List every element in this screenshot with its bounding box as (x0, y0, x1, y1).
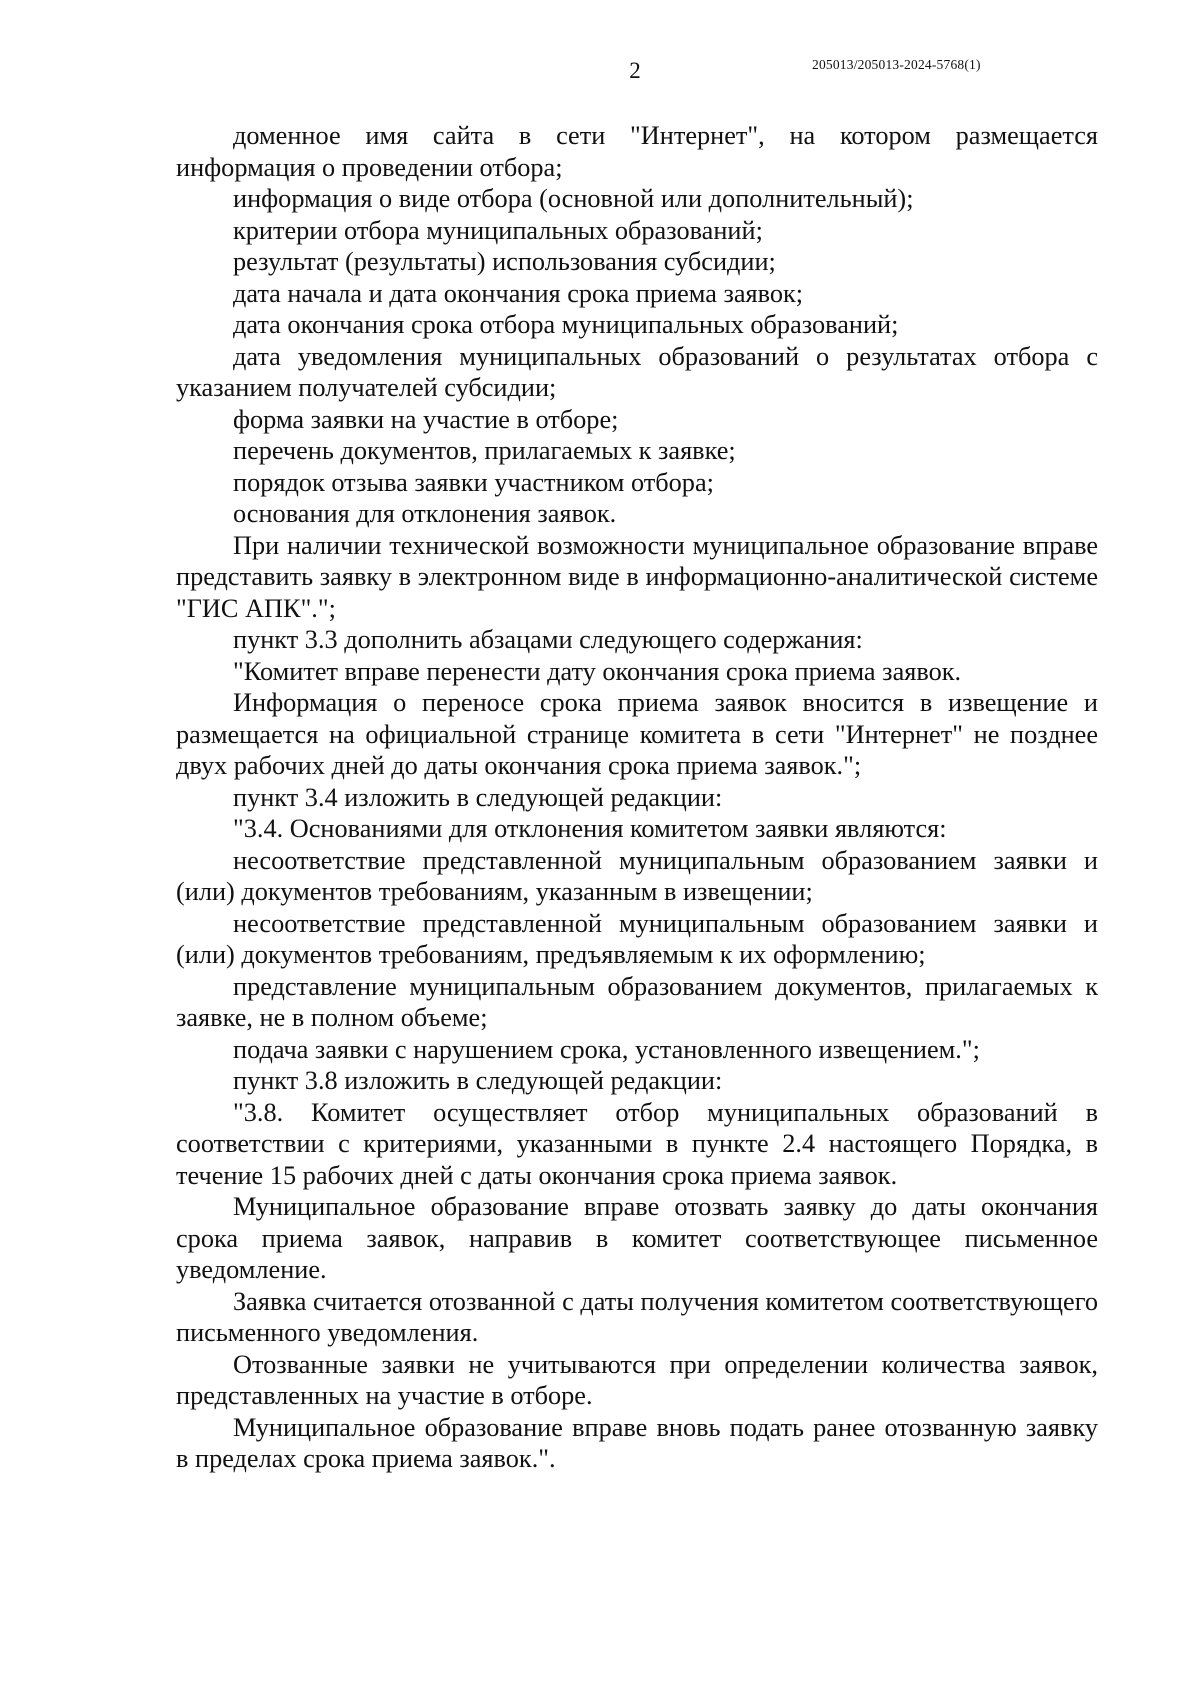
paragraph-postpone-information: Информация о переносе срока приема заявок вносится в извещение и размещается на официальной странице комитета в сети "Интернет" не позднее двух рабочих дней до даты окончания срока приема заявок."; (176, 688, 1098, 780)
paragraph-noncompliance-formatting: несоответствие представленной муниципальным образованием заявки и (или) документов требованиям, предъявляемым к их оформлению; (176, 908, 1098, 969)
paragraph-clause-3-8: пункт 3.8 изложить в следующей редакции: (233, 1066, 723, 1095)
document-body (176, 120, 1098, 1475)
paragraph-domain-name: доменное имя сайта в сети "Интернет", на котором размещается информация о проведении отбора; (176, 121, 1098, 182)
paragraph-withdraw-right: Муниципальное образование вправе отозвать заявку до даты окончания срока приема заявок, направив в комитет соответствующее письменное уведомление. (176, 1192, 1098, 1284)
paragraph-withdrawn-date: Заявка считается отозванной с даты получения комитетом соответствующего письменного уведомления. (176, 1286, 1098, 1347)
paragraph-application-form: форма заявки на участие в отборе; (233, 404, 619, 434)
paragraph-selection-type: информация о виде отбора (основной или дополнительный); (233, 184, 914, 213)
paragraph-selection-end-date: дата окончания срока отбора муниципальных образований; (233, 310, 899, 339)
page-number: 2 (629, 58, 641, 83)
paragraph-incomplete-documents: представление муниципальным образованием документов, прилагаемых к заявке, не в полном объеме; (176, 971, 1098, 1032)
paragraph-withdrawn-not-counted: Отозванные заявки не учитываются при определении количества заявок, представленных на участие в отборе. (176, 1349, 1098, 1410)
paragraph-3-4-grounds: "3.4. Основаниями для отклонения комитетом заявки являются: (233, 814, 947, 843)
paragraph-3-8-selection: "3.8. Комитет осуществляет отбор муниципальных образований в соответствии с критериями, указанными в пункте 2.4 настоящего Порядка, в течение 15 рабочих дней с даты окончания срока приема заявок. (176, 1097, 1098, 1190)
paragraph-application-dates: дата начала и дата окончания срока приема заявок; (233, 278, 804, 308)
paragraph-selection-criteria: критерии отбора муниципальных образований; (233, 215, 763, 245)
paragraph-document-list: перечень документов, прилагаемых к заявке; (233, 436, 736, 465)
paragraph-notification-date: дата уведомления муниципальных образований о результатах отбора с указанием получателей субсидии; (176, 341, 1098, 402)
paragraph-deadline-postpone: "Комитет вправе перенести дату окончания срока приема заявок. (233, 656, 962, 686)
paragraph-clause-3-4: пункт 3.4 изложить в следующей редакции: (233, 782, 723, 812)
paragraph-noncompliance-requirements: несоответствие представленной муниципальным образованием заявки и (или) документов требованиям, указанным в извещении; (176, 845, 1098, 906)
paragraph-rejection-grounds: основания для отклонения заявок. (233, 499, 617, 528)
paragraph-electronic-submission: При наличии технической возможности муниципальное образование вправе представить заявку в электронном виде в информационно-аналитической системе "ГИС АПК"."; (176, 530, 1098, 623)
document-code: 205013/205013-2024-5768(1) (812, 57, 981, 72)
paragraph-clause-3-3: пункт 3.3 дополнить абзацами следующего содержания: (233, 625, 863, 654)
paragraph-resubmit: Муниципальное образование вправе вновь подать ранее отозванную заявку в пределах срока приема заявок.". (176, 1412, 1098, 1473)
paragraph-late-submission: подача заявки с нарушением срока, установленного извещением."; (233, 1034, 980, 1064)
paragraph-subsidy-result: результат (результаты) использования субсидии; (233, 247, 776, 276)
paragraph-withdrawal-procedure: порядок отзыва заявки участником отбора; (233, 467, 714, 497)
